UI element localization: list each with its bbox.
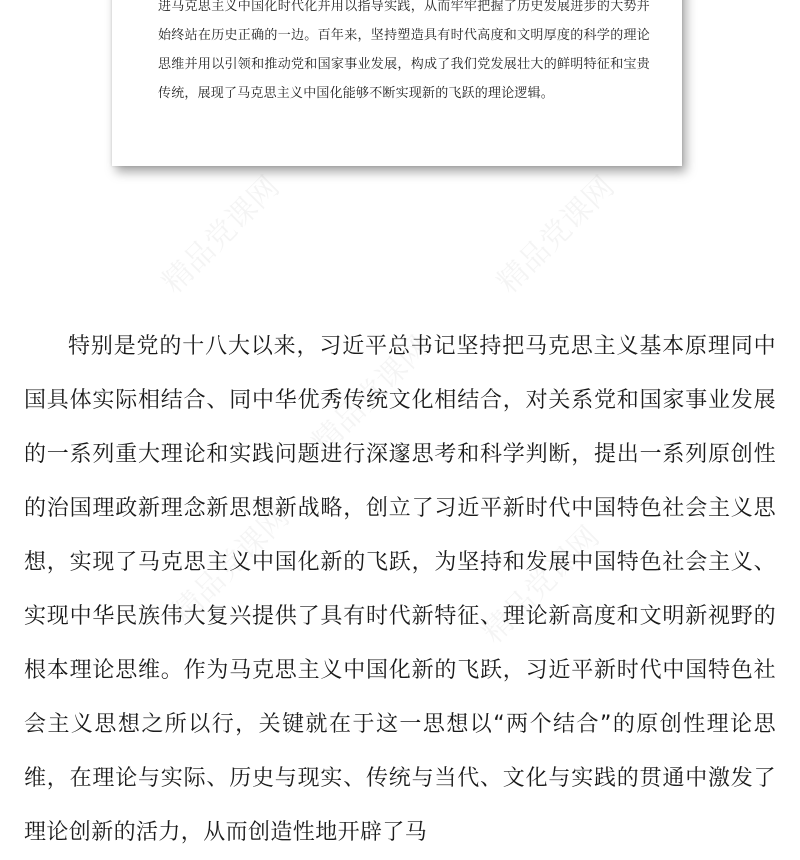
article-body xyxy=(24,320,776,860)
quote-card-text: 进马克思主义中国化时代化并用以指导实践，从而牢牢把握了历史发展进步的大势并始终站在历史正确的一边。百年来，坚持塑造具有时代高度和文明厚度的科学的理论思维并用以引领和推动党和国家事业发展，构成了我们党发展壮大的鲜明特征和宝贵传统，展现了马克思主义中国化能够不断实现新的飞跃的理论逻辑。 xyxy=(158,0,650,101)
article-paragraph: 特别是党的十八大以来，习近平总书记坚持把马克思主义基本原理同中国具体实际相结合、同中华优秀传统文化相结合，对关系党和国家事业发展的一系列重大理论和实践问题进行深邃思考和科学判断，提出一系列原创性的治国理政新理念新思想新战略，创立了习近平新时代中国特色社会主义思想，实现了马克思主义中国化新的飞跃，为坚持和发展中国特色社会主义、实现中华民族伟大复兴提供了具有时代新特征、理论新高度和文明新视野的根本理论思维。作为马克思主义中国化新的飞跃，习近平新时代中国特色社会主义思想之所以行，关键就在于这一思想以“两个结合”的原创性理论思维，在理论与实际、历史与现实、传统与当代、文化与实践的贯通中激发了理论创新的活力，从而创造性地开辟了马 xyxy=(24,334,776,845)
watermark xyxy=(150,164,287,301)
quote-card xyxy=(112,0,682,166)
watermark xyxy=(485,164,622,301)
